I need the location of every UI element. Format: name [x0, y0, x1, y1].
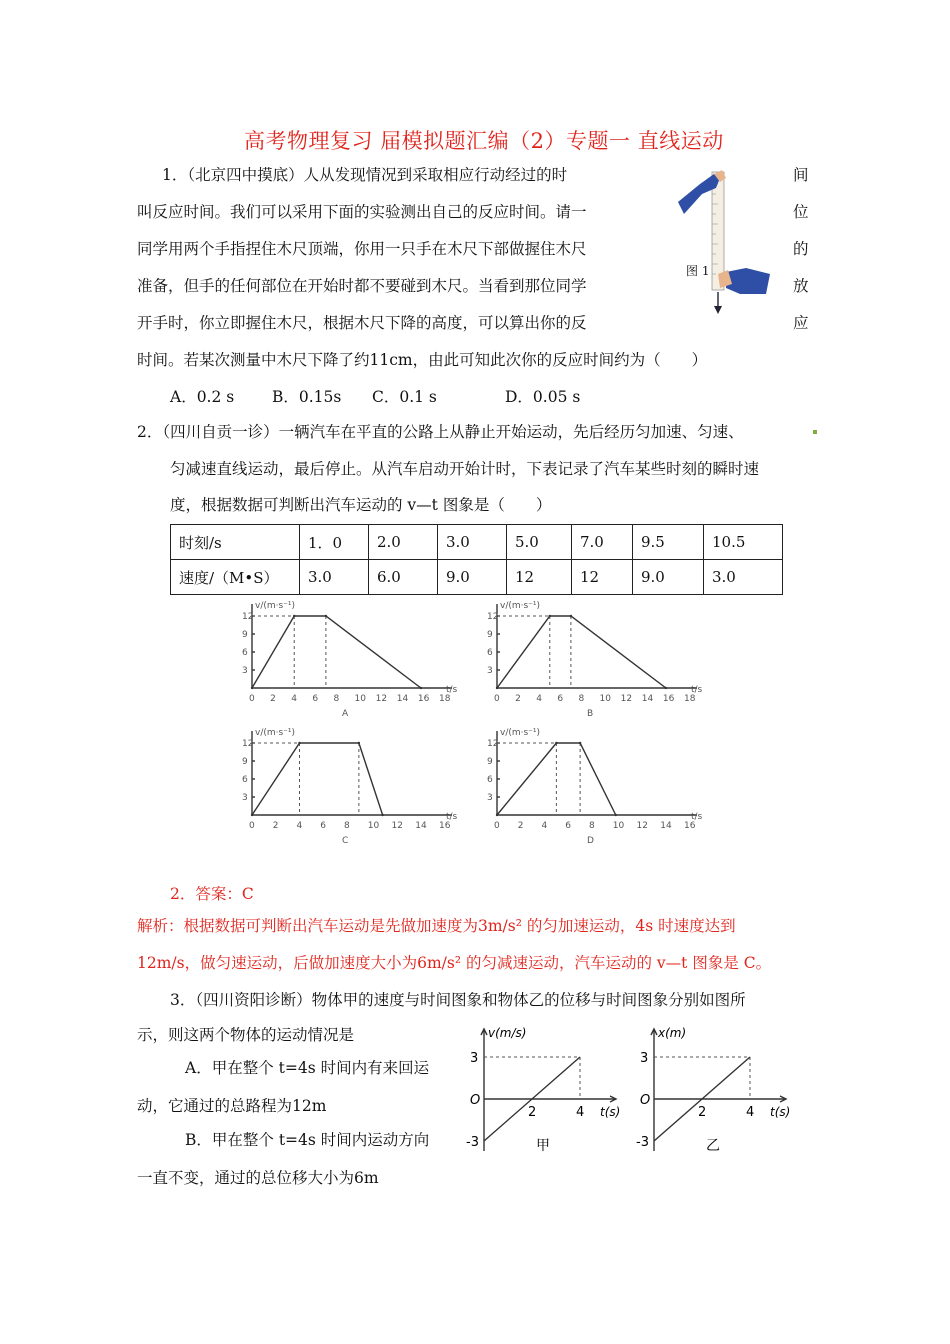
x-tick-label: 16 — [417, 694, 430, 704]
series-line — [252, 743, 383, 815]
bottom-hand-icon — [726, 268, 770, 294]
table-cell: 3.0 — [704, 560, 783, 595]
y-axis-label: v/(m·s⁻¹) — [500, 728, 541, 738]
q1-wrap-char: 应 — [793, 314, 809, 332]
y-tick-label: 6 — [487, 648, 493, 658]
panel-label: 甲 — [536, 1138, 550, 1154]
y-tick-label: 3 — [640, 1051, 649, 1066]
y-tick-label: 3 — [487, 793, 493, 803]
q1-line: 时间。若某次测量中木尺下降了约11cm，由此可知此次你的反应时间约为（ ） — [137, 351, 708, 369]
table-cell: 7.0 — [572, 525, 633, 560]
table-cell: 6.0 — [369, 560, 438, 595]
table-cell: 3.0 — [300, 560, 369, 595]
x-axis-label: t/s — [691, 812, 703, 822]
page-title: 高考物理复习 届模拟题汇编（2）专题一 直线运动 — [244, 129, 724, 153]
data-point — [298, 742, 300, 744]
y-axis-label: v/(m·s⁻¹) — [255, 601, 296, 611]
y-tick-label: 12 — [242, 739, 254, 749]
series-line — [497, 616, 666, 688]
q1-wrap-char: 间 — [793, 166, 809, 184]
x-tick-label: 16 — [662, 694, 675, 704]
q2-line: 度，根据数据可判断出汽车运动的 v—t 图象是（ ） — [170, 496, 552, 514]
data-point — [549, 615, 551, 617]
x-tick-label: 0 — [494, 694, 500, 704]
x-tick-label: 8 — [589, 821, 595, 831]
x-tick-label: 12 — [375, 694, 388, 704]
origin-label: O — [640, 1093, 651, 1108]
x-tick-label: 4 — [541, 821, 548, 831]
x-tick-label: 14 — [415, 821, 427, 831]
x-tick-label: 0 — [249, 821, 255, 831]
table-cell: 10.5 — [704, 525, 783, 560]
table-cell: 12 — [507, 560, 572, 595]
x-tick-label: 18 — [439, 694, 451, 704]
q1-line: 准备，但手的任何部位在开始时都不要碰到木尺。当看到那位同学 — [137, 277, 587, 295]
table-cell: 2.0 — [369, 525, 438, 560]
x-tick-label: 10 — [367, 821, 380, 831]
x-tick-label: 16 — [684, 821, 696, 831]
y-tick-label: 12 — [487, 612, 499, 622]
x-axis-label: t(s) — [600, 1105, 621, 1119]
panel-label: 乙 — [706, 1138, 720, 1154]
x-tick-label: 10 — [612, 821, 625, 831]
panel-label: B — [587, 709, 594, 719]
y-axis-label: x(m) — [658, 1026, 687, 1040]
y-tick-label: 3 — [470, 1051, 479, 1066]
x-tick-label: 6 — [320, 821, 326, 831]
x-axis-label: t/s — [691, 685, 703, 695]
y-axis-label: v(m/s) — [488, 1026, 527, 1040]
table-row — [171, 560, 783, 595]
table-cell: 时刻/s — [171, 525, 300, 560]
data-point — [579, 742, 581, 744]
table-cell: 9.0 — [633, 560, 704, 595]
data-point — [293, 615, 295, 617]
y-tick-label: 6 — [242, 775, 248, 785]
series-line — [252, 616, 421, 688]
x-tick-label: 12 — [636, 821, 648, 831]
y-axis-label: v/(m·s⁻¹) — [255, 728, 296, 738]
q3-option-a: A．甲在整个 t=4s 时间内有来回运 — [185, 1059, 430, 1077]
x-tick-label: 12 — [620, 694, 633, 704]
data-point — [251, 814, 253, 816]
q1-line: 叫反应时间。我们可以采用下面的实验测出自己的反应时间。请一 — [137, 203, 587, 221]
x-tick-label: 2 — [517, 821, 524, 831]
x-tick-label: 12 — [391, 821, 403, 831]
q1-option-b: B．0.15s — [272, 388, 342, 406]
x-tick-label: 2 — [528, 1105, 537, 1120]
x-tick-label: 6 — [312, 694, 319, 704]
origin-label: O — [470, 1093, 481, 1108]
q3-line: 示，则这两个物体的运动情况是 — [137, 1026, 355, 1044]
table-cell: 速度/（M•S） — [171, 560, 300, 595]
x-tick-label: 2 — [698, 1105, 707, 1120]
x-tick-label: 4 — [746, 1105, 755, 1120]
table-cell: 12 — [572, 560, 633, 595]
x-tick-label: 4 — [576, 1105, 585, 1120]
q2-answer: 2．答案：C — [170, 885, 254, 903]
q1-line: 同学用两个手指捏住木尺顶端，你用一只手在木尺下部做握住木尺 — [137, 240, 587, 258]
y-tick-label: 9 — [242, 757, 248, 767]
q3-option-b: B．甲在整个 t=4s 时间内运动方向 — [185, 1131, 430, 1149]
data-point — [325, 615, 327, 617]
x-axis-label: t/s — [446, 812, 458, 822]
table-cell: 5.0 — [507, 525, 572, 560]
x-tick-label: 14 — [396, 694, 409, 704]
y-tick-label: 9 — [487, 630, 493, 640]
data-point — [665, 687, 667, 689]
vt-chart-a — [240, 598, 470, 723]
ruler — [712, 172, 724, 290]
x-tick-label: 6 — [557, 694, 564, 704]
y-tick-label: 6 — [487, 775, 493, 785]
q1-wrap-char: 放 — [793, 277, 809, 295]
q1-wrap-char: 的 — [793, 240, 809, 258]
y-tick-label: 3 — [487, 666, 493, 676]
y-tick-label: 3 — [242, 666, 248, 676]
table-row — [171, 525, 783, 560]
table-cell: 3.0 — [438, 525, 507, 560]
table-cell: 9.0 — [438, 560, 507, 595]
x-tick-label: 4 — [296, 821, 303, 831]
q2-line: 匀减速直线运动，最后停止。从汽车启动开始计时，下表记录了汽车某些时刻的瞬时速 — [170, 460, 760, 478]
data-point — [496, 687, 498, 689]
figure-1-label: 图 1 — [686, 264, 710, 278]
y-tick-label: 9 — [487, 757, 493, 767]
data-point — [420, 687, 422, 689]
y-axis-label: v/(m·s⁻¹) — [500, 601, 541, 611]
x-tick-label: 14 — [641, 694, 654, 704]
y-tick-label: 12 — [487, 739, 499, 749]
x-tick-label: 8 — [344, 821, 350, 831]
x-tick-label: 8 — [578, 694, 585, 704]
data-point — [555, 742, 557, 744]
x-tick-label: 14 — [660, 821, 672, 831]
speed-table — [170, 524, 783, 595]
q1-option-c: C．0.1 s — [372, 388, 437, 406]
q2-analysis: 解析：根据数据可判断出汽车运动是先做加速度为3m/s² 的匀加速运动，4s 时速度达到 — [137, 917, 736, 935]
y-tick-label: -3 — [636, 1135, 649, 1150]
q3-option-b-cont: 一直不变，通过的总位移大小为6m — [137, 1169, 379, 1187]
q2-line: 2．（四川自贡一诊）一辆汽车在平直的公路上从静止开始运动，先后经历匀加速、匀速、 — [137, 423, 744, 441]
y-tick-label: 3 — [242, 793, 248, 803]
x-tick-label: 4 — [536, 694, 542, 704]
q3-line: 3．（四川资阳诊断）物体甲的速度与时间图象和物体乙的位移与时间图象分别如图所 — [170, 991, 746, 1009]
ruler-figure — [670, 164, 780, 316]
data-point — [496, 814, 498, 816]
vt-chart-jia — [462, 1018, 630, 1158]
x-tick-label: 18 — [684, 694, 696, 704]
q1-option-a: A．0.2 s — [170, 388, 235, 406]
vt-chart-c — [240, 725, 470, 850]
x-axis-label: t(s) — [770, 1105, 791, 1119]
table-cell: 9.5 — [633, 525, 704, 560]
x-tick-label: 2 — [272, 821, 279, 831]
panel-label: C — [342, 836, 349, 846]
x-axis-label: t/s — [446, 685, 458, 695]
panel-label: A — [342, 709, 349, 719]
data-point — [615, 814, 617, 816]
x-tick-label: 2 — [515, 694, 521, 704]
y-tick-label: -3 — [466, 1135, 479, 1150]
x-tick-label: 16 — [439, 821, 451, 831]
y-tick-label: 9 — [242, 630, 248, 640]
x-tick-label: 10 — [354, 694, 367, 704]
x-tick-label: 2 — [270, 694, 276, 704]
table-cell: 1．0 — [300, 525, 369, 560]
x-tick-label: 4 — [291, 694, 297, 704]
q1-line: 开手时，你立即握住木尺，根据木尺下降的高度，可以算出你的反 — [137, 314, 587, 332]
q3-option-a-cont: 动，它通过的总路程为12m — [137, 1097, 327, 1115]
q1-option-d: D．0.05 s — [505, 388, 581, 406]
x-tick-label: 0 — [249, 694, 255, 704]
q1-line: 1．（北京四中摸底）人从发现情况到采取相应行动经过的时 — [162, 166, 568, 184]
y-tick-label: 6 — [242, 648, 248, 658]
panel-label: D — [587, 836, 594, 846]
y-tick-label: 12 — [242, 612, 254, 622]
q1-wrap-char: 位 — [793, 203, 809, 221]
decorative-dot — [813, 430, 817, 434]
vt-chart-b — [485, 598, 715, 723]
x-tick-label: 8 — [333, 694, 340, 704]
x-tick-label: 6 — [565, 821, 571, 831]
q2-analysis: 12m/s，做匀速运动，后做加速度大小为6m/s² 的匀减速运动，汽车运动的 v—t 图象是 C。 — [137, 954, 772, 972]
down-arrow-icon — [714, 306, 722, 314]
data-point — [358, 742, 360, 744]
x-tick-label: 0 — [494, 821, 500, 831]
data-point — [251, 687, 253, 689]
data-point — [570, 615, 572, 617]
vt-chart-d — [485, 725, 715, 850]
x-tick-label: 10 — [599, 694, 612, 704]
data-point — [381, 814, 383, 816]
xt-chart-yi — [632, 1018, 810, 1158]
